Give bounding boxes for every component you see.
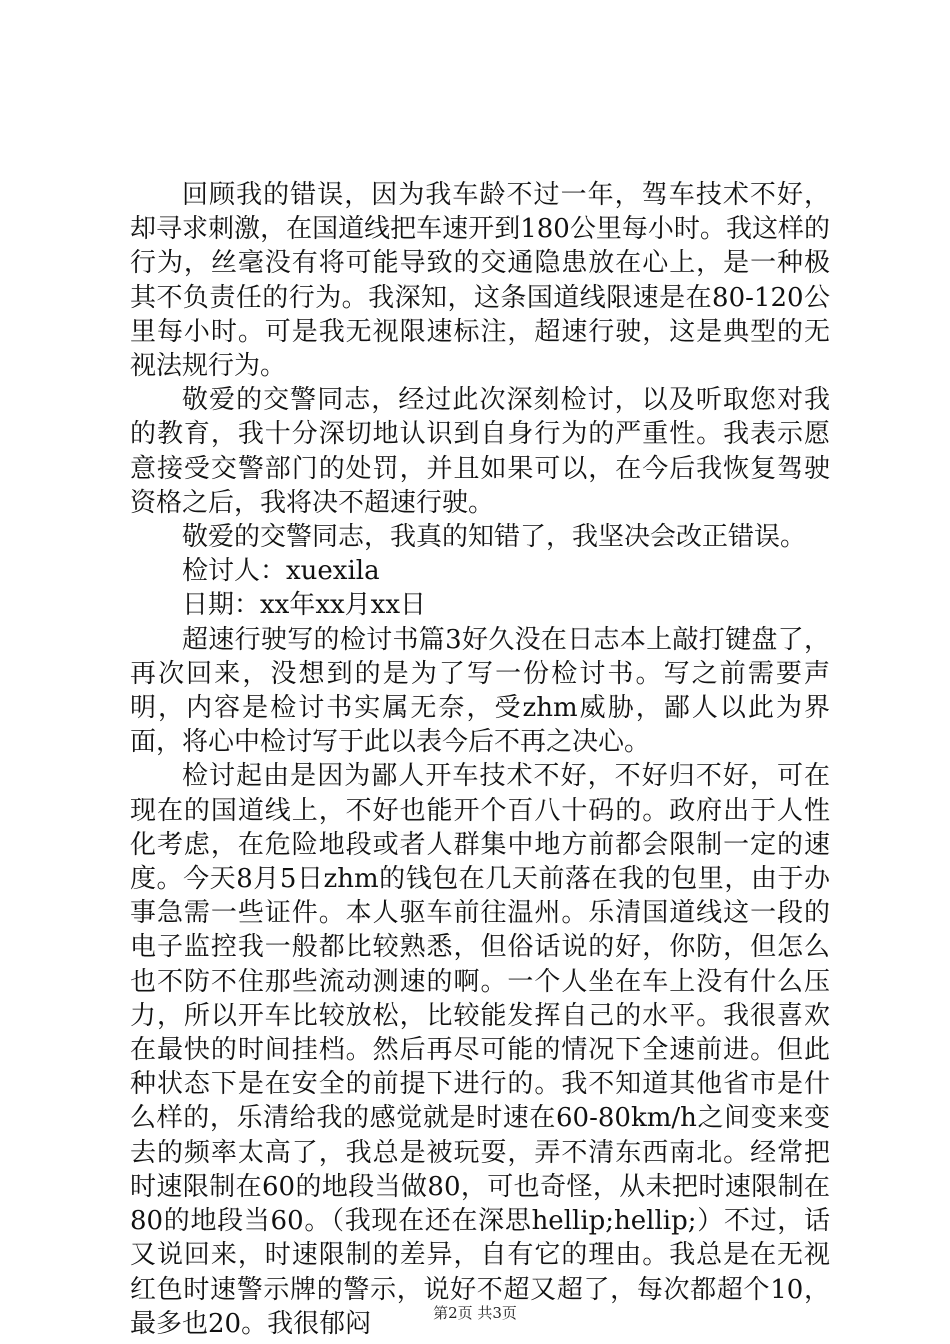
page-footer: [0, 1303, 950, 1323]
document-body: [130, 178, 830, 1341]
paragraph-acknowledgement: 敬爱的交警同志，经过此次深刻检讨，以及听取您对我的教育，我十分深切地认识到自身行为的严重性。我表示愿意接受交警部门的处罚，并且如果可以，在今后我恢复驾驶资格之后，我将决不超速行驶。: [130, 385, 830, 518]
page-number: 第2页 共3页: [433, 1304, 517, 1322]
signature-line: 检讨人：xuexila: [182, 556, 380, 587]
paragraph-apology: 敬爱的交警同志，我真的知错了，我坚决会改正错误。: [182, 522, 807, 553]
paragraph-reflection: 回顾我的错误，因为我车龄不过一年，驾车技术不好，却寻求刺激，在国道线把车速开到180公里每小时。我这样的行为，丝毫没有将可能导致的交通隐患放在心上，是一种极其不负责任的行为。我深知，这条国道线限速是在80-120公里每小时。可是我无视限速标注，超速行驶，这是典型的无视法规行为。: [130, 180, 830, 382]
date-line: 日期：xx年xx月xx日: [182, 590, 426, 621]
paragraph-article-3-body: 检讨起由是因为鄙人开车技术不好，不好归不好，可在现在的国道线上，不好也能开个百八十码的。政府出于人性化考虑，在危险地段或者人群集中地方前都会限制一定的速度。今天8月5日zhm的钱包在几天前落在我的包里，由于办事急需一些证件。本人驱车前往温州。乐清国道线这一段的电子监控我一般都比较熟悉，但俗话说的好，你防，但怎么也不防不住那些流动测速的啊。一个人坐在车上没有什么压力，所以开车比较放松，比较能发挥自己的水平。我很喜欢在最快的时间挂档。然后再尽可能的情况下全速前进。但此种状态下是在安全的前提下进行的。我不知道其他省市是什么样的，乐清给我的感觉就是时速在60-80km/h之间变来变去的频率太高了，我总是被玩耍，弄不清东西南北。经常把时速限制在60的地段当做80，可也奇怪，从未把时速限制在80的地段当60。（我现在还在深思hellip;hellip;）不过，话又说回来，时速限制的差异，自有它的理由。我总是在无视红色时速警示牌的警示，说好不超又超了，每次都超个10，最多也20。我很郁闷: [130, 761, 830, 1339]
paragraph-article-3-intro: 超速行驶写的检讨书篇3好久没在日志本上敲打键盘了，再次回来，没想到的是为了写一份检讨书。写之前需要声明，内容是检讨书实属无奈，受zhm威胁，鄙人以此为界面，将心中检讨写于此以表今后不再之决心。: [130, 624, 830, 758]
